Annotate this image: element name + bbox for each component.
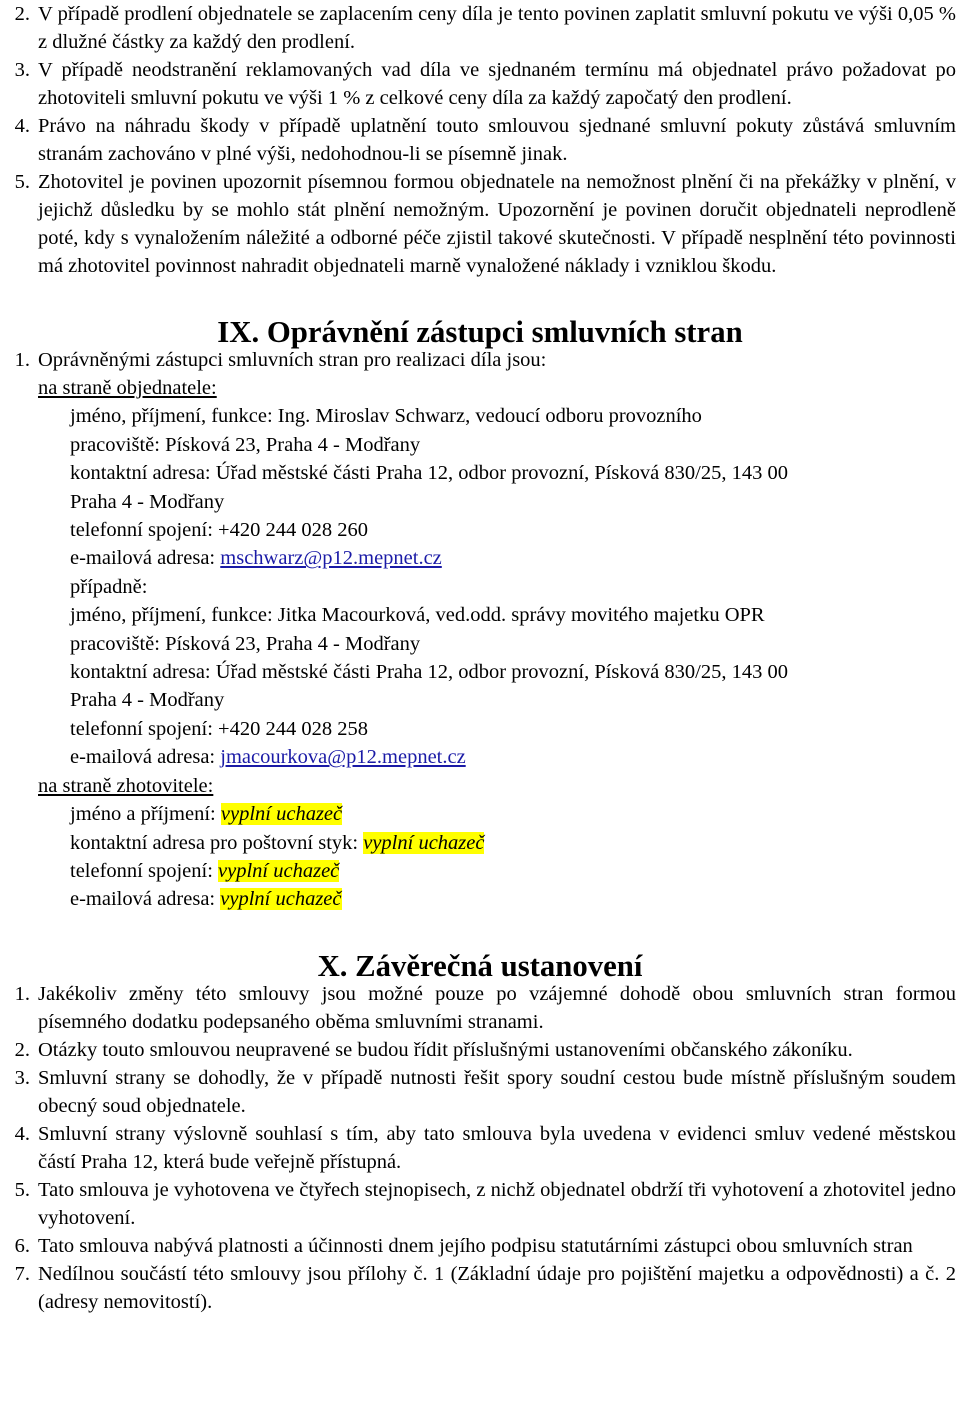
rep1-name: jméno, příjmení, funkce: Ing. Miroslav Schwarz, vedoucí odboru provozního — [70, 405, 702, 428]
clause-number: 3. — [14, 59, 30, 81]
contractor-address-row — [0, 829, 960, 857]
clause-text: Jakékoliv změny této smlouvy jsou možné pouze po vzájemné dohodě obou smluvních stran formou písemného dodatku podepsaného oběma smluvními stranami. — [38, 982, 956, 1033]
clause-text: Oprávněnými zástupci smluvních stran pro realizaci díla jsou: — [38, 349, 547, 371]
contractor-phone-row — [0, 857, 960, 885]
rep1-address-2: Praha 4 - Modřany — [70, 490, 225, 513]
contractor-phone-label: telefonní spojení: — [70, 859, 219, 882]
clause-5 — [0, 168, 960, 280]
final-clause-3 — [0, 1064, 960, 1120]
final-clause-6 — [0, 1232, 960, 1260]
clause-text: Smluvní strany se dohodly, že v případě nutnosti řešit spory soudní cestou bude místně příslušným soudem obecný soud objednatele. — [38, 1066, 956, 1117]
clause-number: 6. — [14, 1234, 30, 1257]
final-clause-5 — [0, 1176, 960, 1232]
contractor-name-label: jméno a příjmení: — [70, 803, 221, 826]
clause-number: 1. — [14, 982, 30, 1005]
final-clause-7 — [0, 1260, 960, 1316]
rep1-email-link[interactable]: mschwarz@p12.mepnet.cz — [220, 547, 442, 570]
clause-text: Zhotovitel je povinen upozornit písemnou formou objednatele na nemožnost plnění či na překážky v plnění, v jejichž důsledku by se mohlo stát plnění nemožným. Upozornění je povinen doručit objednateli neprodleně poté, kdy s vynaložením náležité a odborné péče zjistil takové skutečnosti. V případě nesplnění této povinnosti má zhotovitel povinnost nahradit objednateli marně vynaložené náklady i vzniklou škodu. — [38, 171, 956, 277]
clause-text: V případě neodstranění reklamovaných vad díla ve sjednaném termínu má objednatel právo požadovat po zhotoviteli smluvní pokutu ve výši 1 % z celkové ceny díla za každý započatý den prodlení. — [38, 59, 956, 109]
rep2-workplace: pracoviště: Písková 23, Praha 4 - Modřany — [70, 632, 421, 655]
rep2-email-row — [0, 743, 960, 771]
clause-text: Otázky touto smlouvou neupravené se budou řídit příslušnými ustanoveními občanského zákoníku. — [38, 1038, 853, 1061]
clause-number: 3. — [14, 1066, 30, 1089]
contractor-heading: na straně zhotovitele: — [38, 774, 214, 797]
contractor-email-label: e-mailová adresa: — [70, 888, 221, 911]
rep1-email-row — [0, 544, 960, 572]
final-clause-2 — [0, 1036, 960, 1064]
email-label: e-mailová adresa: — [70, 547, 221, 570]
clause-3 — [0, 56, 960, 112]
contractor-name-placeholder: vyplní uchazeč — [220, 803, 343, 826]
clause-text: Tato smlouva nabývá platnosti a účinnosti dnem jejího podpisu statutárními zástupci obou smluvních stran — [38, 1234, 913, 1257]
contractor-email-row — [0, 885, 960, 913]
clause-number: 5. — [14, 171, 30, 193]
alternatively-label: případně: — [70, 575, 148, 598]
final-clause-4 — [0, 1120, 960, 1176]
clause-number: 5. — [14, 1178, 30, 1201]
rep2-address-2: Praha 4 - Modřany — [70, 689, 225, 712]
clause-number: 7. — [14, 1262, 30, 1285]
clause-text: Tato smlouva je vyhotovena ve čtyřech stejnopisech, z nichž objednatel obdrží tři vyhotovení a zhotovitel jedno vyhotovení. — [38, 1178, 956, 1229]
section-ix-title: IX. Oprávnění zástupci smluvních stran — [217, 315, 743, 349]
clause-4 — [0, 112, 960, 168]
rep2-phone: telefonní spojení: +420 244 028 258 — [70, 717, 368, 740]
rep2-email-link[interactable]: jmacourkova@p12.mepnet.cz — [220, 746, 466, 769]
clause-text: Smluvní strany výslovně souhlasí s tím, aby tato smlouva byla uvedena v evidenci smluv vedené městskou částí Praha 12, která bude veřejně přístupná. — [38, 1122, 956, 1173]
clause-text: V případě prodlení objednatele se zaplacením ceny díla je tento povinen zaplatit smluvní pokutu ve výši 0,05 % z dlužné částky za každý den prodlení. — [38, 3, 956, 53]
rep2-address-1: kontaktní adresa: Úřad městské části Praha 12, odbor provozní, Písková 830/25, 143 00 — [70, 661, 788, 684]
penalties-section — [0, 0, 960, 280]
clause-number: 4. — [14, 115, 30, 137]
clause-text: Právo na náhradu škody v případě uplatnění touto smlouvou sjednané smluvní pokuty zůstává smluvním stranám zachováno v plné výši, nedohodnou-li se písemně jinak. — [38, 115, 956, 165]
contractor-email-placeholder: vyplní uchazeč — [220, 888, 342, 911]
rep1-phone: telefonní spojení: +420 244 028 260 — [70, 519, 368, 542]
final-clause-1 — [0, 980, 960, 1036]
section-ix-intro — [0, 346, 960, 374]
clause-number: 4. — [14, 1122, 30, 1145]
rep1-address-1: kontaktní adresa: Úřad městské části Praha 12, odbor provozní, Písková 830/25, 143 00 — [70, 462, 788, 485]
section-x-title: X. Závěrečná ustanovení — [317, 948, 643, 983]
client-heading: na straně objednatele: — [38, 377, 217, 399]
section-x — [0, 948, 960, 1316]
clause-number: 2. — [14, 3, 30, 25]
clause-2 — [0, 0, 960, 56]
clause-text: Nedílnou součástí této smlouvy jsou přílohy č. 1 (Základní údaje pro pojištění majetku a odpovědnosti) a č. 2 (adresy nemovitostí). — [38, 1262, 956, 1313]
email-label: e-mailová adresa: — [70, 746, 221, 769]
clause-number: 1. — [14, 349, 30, 371]
rep2-name: jméno, příjmení, funkce: Jitka Macourková, ved.odd. správy movitého majetku OPR — [70, 604, 765, 627]
section-ix — [0, 315, 960, 914]
contractor-name-row — [0, 800, 960, 828]
contractor-address-placeholder: vyplní uchazeč — [363, 831, 485, 854]
rep1-workplace: pracoviště: Písková 23, Praha 4 - Modřany — [70, 433, 421, 456]
clause-number: 2. — [14, 1038, 30, 1061]
contractor-address-label: kontaktní adresa pro poštovní styk: — [70, 831, 364, 854]
contractor-phone-placeholder: vyplní uchazeč — [218, 859, 340, 882]
